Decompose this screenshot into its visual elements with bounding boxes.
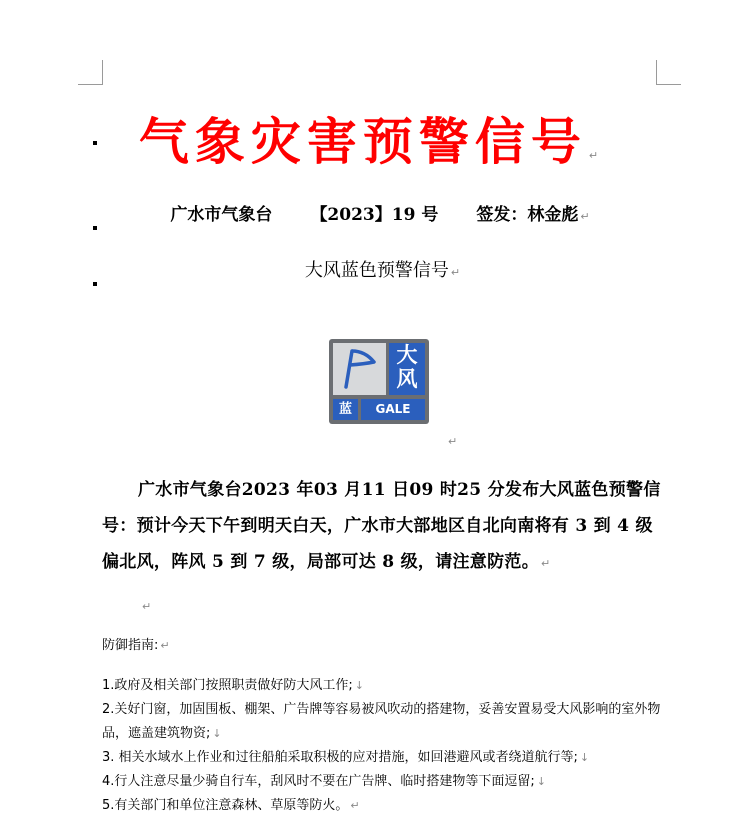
guidance-heading — [102, 636, 170, 656]
warning-body-text: 广水市气象台2023 年03 月11 日09 时25 分发布大风蓝色预警信号：预计今天下午到明天白天，广水市大部地区自北向南将有 3 到 4 级偏北风，阵风 5 到 7 级，局部可达 8 级，请注意防范。 — [102, 480, 661, 572]
guidance-item-text: 1.政府及相关部门按照职责做好防大风工作; — [102, 678, 353, 693]
paragraph-mark: ↵ — [448, 435, 458, 448]
signal-name-text: 大风蓝色预警信号 — [304, 260, 449, 281]
line-break-mark: ↓ — [579, 751, 590, 764]
guidance-heading-text: 防御指南: — [102, 638, 159, 653]
guidance-item — [102, 794, 662, 818]
icon-english-text: GALE — [361, 399, 425, 420]
guidance-item-text: 5.有关部门和单位注意森林、草原等防火。 — [102, 798, 349, 813]
flag-icon — [333, 343, 386, 395]
guidance-item — [102, 698, 662, 746]
signal-name — [0, 258, 743, 286]
document-title — [0, 112, 743, 186]
guidance-item-text: 4.行人注意尽量少骑自行车，刮风时不要在广告牌、临时搭建物等下面逗留; — [102, 774, 535, 789]
guidance-item-text: 2.关好门窗，加固围板、棚架、广告牌等容易被风吹动的搭建物，妥善安置易受大风影响的室外物品，遮盖建筑物资; — [102, 702, 661, 741]
guidance-item — [102, 770, 662, 794]
paragraph-mark: ↵ — [580, 210, 590, 223]
page-corner-mark-left — [78, 60, 103, 85]
signer: 签发：林金彪 — [476, 205, 579, 225]
issue-number: 【2023】19 号 — [310, 205, 439, 225]
icon-color-text: 蓝 — [333, 399, 358, 420]
guidance-item-text: 3. 相关水域水上作业和过往船舶采取积极的应对措施，如回港避风或者绕道航行等; — [102, 750, 578, 765]
page-corner-mark-right — [656, 60, 681, 85]
line-break-mark: ↓ — [212, 727, 222, 740]
line-break-mark: ↓ — [536, 775, 547, 788]
paragraph-mark: ↵ — [450, 266, 461, 279]
paragraph-mark: ↵ — [350, 799, 360, 812]
issuer-office: 广水市气象台 — [170, 205, 273, 225]
paragraph-mark: ↵ — [160, 639, 170, 652]
guidance-item — [102, 746, 662, 770]
paragraph-mark: ↵ — [588, 149, 605, 162]
guidance-item — [102, 674, 662, 698]
paragraph-mark: ↵ — [541, 557, 551, 570]
guidance-list — [102, 674, 662, 818]
paragraph-mark: ↵ — [142, 600, 152, 613]
line-break-mark: ↓ — [354, 679, 365, 692]
gale-blue-warning-icon — [329, 339, 429, 424]
warning-body — [102, 472, 662, 582]
title-text: 气象灾害预警信号 — [138, 112, 587, 171]
icon-main-text: 大风 — [389, 343, 425, 395]
issuer-line — [0, 202, 743, 230]
